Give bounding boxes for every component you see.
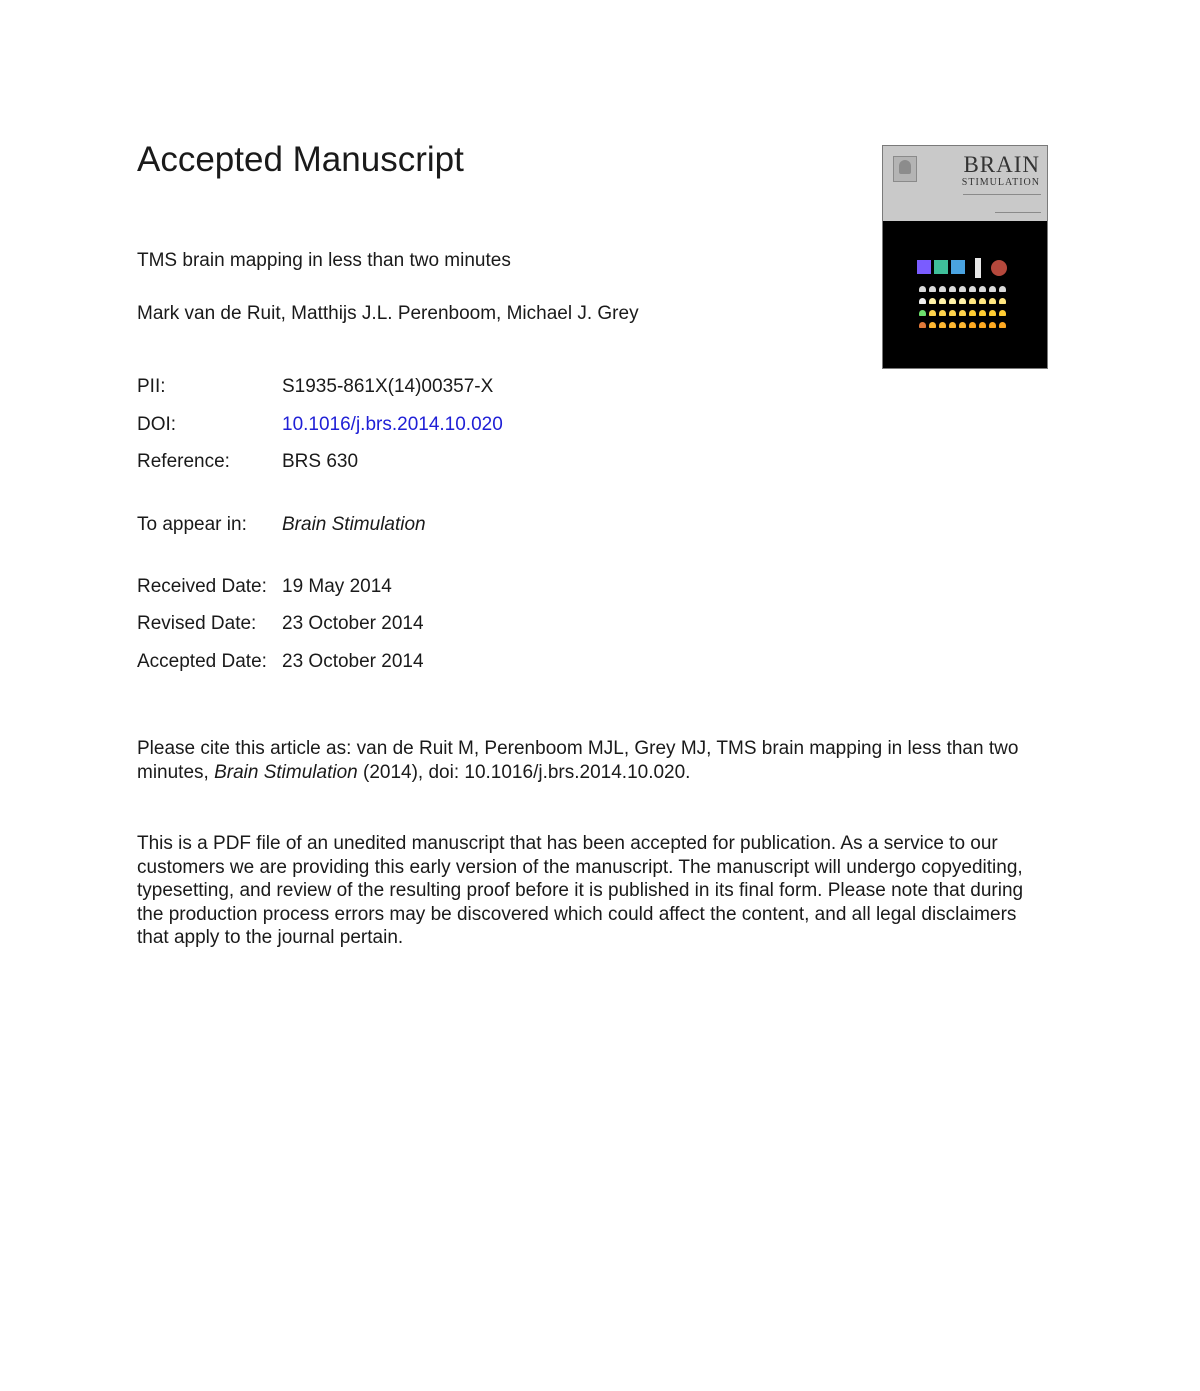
article-title: TMS brain mapping in less than two minutes xyxy=(137,250,511,271)
cover-thumb xyxy=(975,258,981,278)
revised-value: 23 October 2014 xyxy=(282,613,424,634)
cover-header xyxy=(883,146,1047,221)
cover-journal-line2: STIMULATION xyxy=(961,177,1040,188)
reference-label: Reference: xyxy=(137,451,230,472)
accepted-label: Accepted Date: xyxy=(137,651,267,672)
accepted-value: 23 October 2014 xyxy=(282,651,424,672)
authors: Mark van de Ruit, Matthijs J.L. Perenboom, Michael J. Grey xyxy=(137,303,639,324)
cover-thumb xyxy=(991,260,1007,276)
cover-brand xyxy=(962,152,1040,189)
citation-prefix: Please cite this article as: van de Ruit M, Perenboom MJL, Grey MJ, TMS brain mapping in less than two minutes, xyxy=(137,738,1019,783)
received-label: Received Date: xyxy=(137,576,267,597)
cover-artwork xyxy=(915,256,1019,336)
reference-value: BRS 630 xyxy=(282,451,359,472)
citation-journal: Brain Stimulation xyxy=(214,762,358,783)
page-title: Accepted Manuscript xyxy=(137,140,464,179)
pii-value: S1935-861X(14)00357-X xyxy=(282,376,494,397)
doi-link[interactable]: 10.1016/j.brs.2014.10.020 xyxy=(282,414,503,435)
cover-thumb xyxy=(934,260,948,274)
citation-suffix: (2014), doi: 10.1016/j.brs.2014.10.020. xyxy=(357,762,691,783)
cover-rule xyxy=(995,212,1041,213)
appear-label: To appear in: xyxy=(137,514,247,535)
cover-rule xyxy=(963,194,1041,195)
cover-thumb xyxy=(917,260,931,274)
appear-value: Brain Stimulation xyxy=(282,514,426,535)
disclaimer: This is a PDF file of an unedited manuscript that has been accepted for publication. As a service to our customers we are providing this early version of the manuscript. The manuscript will undergo copyediting, typesetting, and review of the resulting proof before it is published in its final form. Please note that during the production process errors may be discovered which could affect the content, and all legal disclaimers that apply to the journal pertain. xyxy=(137,833,1024,949)
elsevier-logo-icon xyxy=(893,156,917,182)
doi-label: DOI: xyxy=(137,414,177,435)
cover-thumb xyxy=(951,260,965,274)
citation xyxy=(137,737,1047,785)
journal-cover-image xyxy=(882,145,1048,369)
cover-journal-line1: BRAIN xyxy=(963,152,1040,177)
revised-label: Revised Date: xyxy=(137,613,257,634)
pii-label: PII: xyxy=(137,376,166,397)
received-value: 19 May 2014 xyxy=(282,576,392,597)
